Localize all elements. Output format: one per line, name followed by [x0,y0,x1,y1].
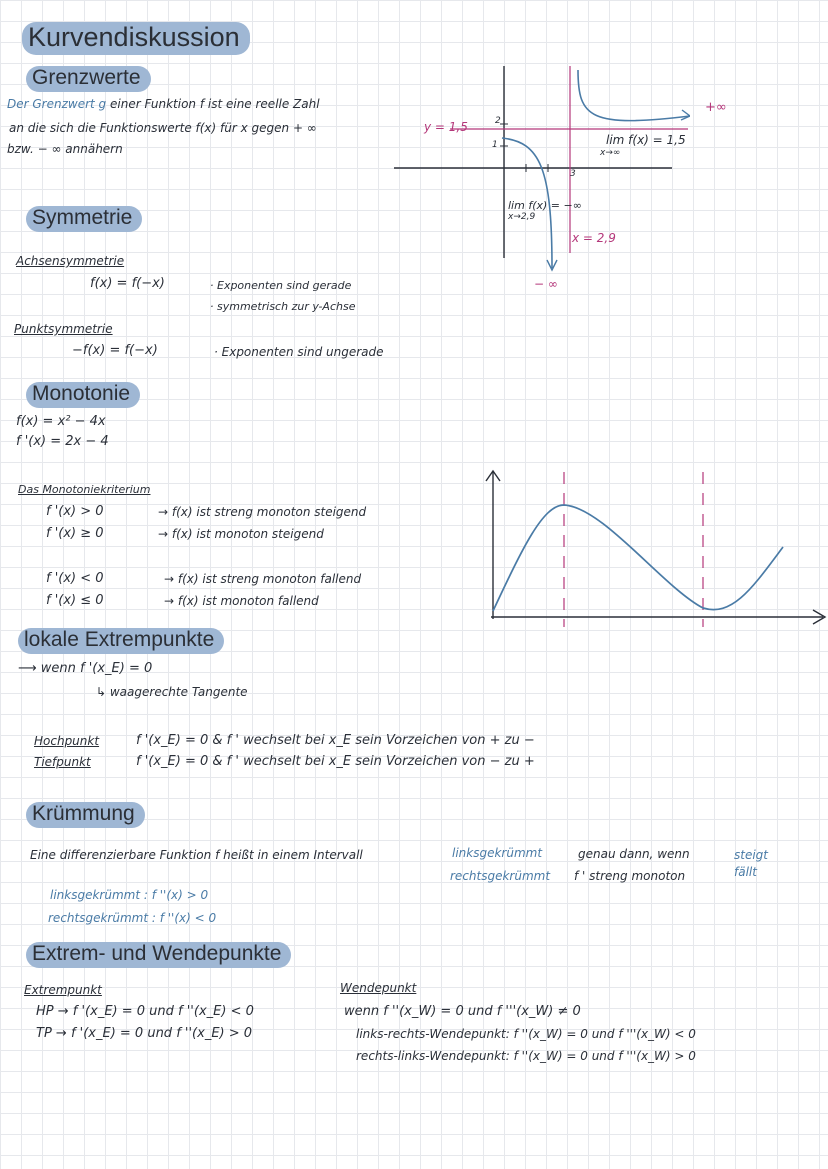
y-asymptote-label: y = 1,5 [424,120,468,134]
kriterium-cond-1: f '(x) > 0 [46,504,104,519]
heading-kruemmung: Krümmung [26,802,145,828]
punktsymmetrie-formula: −f(x) = f(−x) [72,343,158,358]
minus-infinity-label: − ∞ [534,277,558,291]
hochpunkt-label: Hochpunkt [34,734,100,748]
lim-left-label: lim f(x) = −∞ [508,199,582,212]
extrempunkt-label: Extrempunkt [24,983,102,997]
limit-graph [390,58,690,288]
extrempunkt-tp: TP → f '(x_E) = 0 und f ''(x_E) > 0 [36,1026,253,1041]
heading-lokale-extrempunkte: lokale Extrempunkte [18,628,224,654]
lim-left-subscript: x→2,9 [508,212,536,222]
wendepunkt-rechts-links: rechts-links-Wendepunkt: f ''(x_W) = 0 und f '''(x_W) > 0 [356,1049,696,1063]
grenzwert-term: Der Grenzwert g [7,97,107,111]
wendepunkt-label: Wendepunkt [340,981,417,995]
kriterium-text-3: → f(x) ist streng monoton fallend [164,572,362,586]
kruemmung-streng: f ' streng monoton [574,869,686,883]
achsensymmetrie-formula: f(x) = f(−x) [90,276,165,291]
heading-extrem-und-wendepunkte: Extrem- und Wendepunkte [26,942,291,968]
rechtsgekruemmt-term: rechtsgekrümmt [450,869,551,883]
grenzwert-line1-rest: einer Funktion f ist eine reelle Zahl [110,97,320,111]
kruemmung-steigt: steigt [734,848,768,862]
kriterium-text-4: → f(x) ist monoton fallend [164,594,319,608]
grenzwerte-line2: an die sich die Funktionswerte f(x) für x gegen + ∞ [9,121,317,135]
extrempunkt-hp: HP → f '(x_E) = 0 und f ''(x_E) < 0 [36,1004,254,1019]
achsensymmetrie-note1: · Exponenten sind gerade [210,279,352,292]
kruemmung-genau: genau dann, wenn [578,847,690,861]
achsensymmetrie-label: Achsensymmetrie [16,254,125,268]
punktsymmetrie-note: · Exponenten sind ungerade [214,345,384,359]
grenzwerte-line3: bzw. − ∞ annähern [7,142,123,156]
heading-monotonie: Monotonie [26,382,140,408]
achsensymmetrie-note2: · symmetrisch zur y-Achse [210,300,356,313]
page-title: Kurvendiskussion [22,22,250,55]
punktsymmetrie-label: Punktsymmetrie [14,322,113,336]
tiefpunkt-text: f '(x_E) = 0 & f ' wechselt bei x_E sein Vorzeichen von − zu + [136,754,535,769]
x-asymptote-label: x = 2,9 [572,231,616,245]
heading-grenzwerte: Grenzwerte [26,66,151,92]
extremum-graph [483,467,828,637]
linksgekruemmt-term: linksgekrümmt [452,846,543,860]
linksgekruemmt-definition: linksgekrümmt : f ''(x) > 0 [50,888,209,902]
heading-symmetrie: Symmetrie [26,206,142,232]
tiefpunkt-label: Tiefpunkt [34,755,91,769]
tick-label-1: 1 [492,140,498,150]
monotonie-function: f(x) = x² − 4x [16,414,106,429]
plus-infinity-label: +∞ [705,100,727,115]
wendepunkt-links-rechts: links-rechts-Wendepunkt: f ''(x_W) = 0 und f '''(x_W) < 0 [356,1027,696,1041]
monotoniekriterium-label: Das Monotoniekriterium [18,483,151,496]
tick-label-3: 3 [570,169,576,179]
tick-label-2: 2 [495,116,501,126]
lim-right-label: lim f(x) = 1,5 [606,133,686,147]
kruemmung-faellt: fällt [734,865,757,879]
kriterium-text-2: → f(x) ist monoton steigend [158,527,324,541]
wendepunkt-condition: wenn f ''(x_W) = 0 und f '''(x_W) ≠ 0 [344,1004,581,1019]
kriterium-cond-3: f '(x) < 0 [46,571,104,586]
extrem-tangent-note: ↳ waagerechte Tangente [96,685,248,699]
kriterium-text-1: → f(x) ist streng monoton steigend [158,505,367,519]
right-branch-arrow [681,110,690,120]
hochpunkt-text: f '(x_E) = 0 & f ' wechselt bei x_E sein Vorzeichen von + zu − [136,733,535,748]
grenzwerte-line1 [7,97,320,111]
kriterium-cond-4: f '(x) ≤ 0 [46,593,104,608]
lim-right-subscript: x→∞ [600,148,621,158]
rechtsgekruemmt-definition: rechtsgekrümmt : f ''(x) < 0 [48,911,217,925]
monotonie-derivative: f '(x) = 2x − 4 [16,434,109,449]
right-branch-curve [578,70,690,121]
extremum-curve [493,505,783,611]
extrem-condition: ⟶ wenn f '(x_E) = 0 [18,661,153,676]
kriterium-cond-2: f '(x) ≥ 0 [46,526,104,541]
kruemmung-text: Eine differenzierbare Funktion f heißt in einem Intervall [30,848,363,862]
